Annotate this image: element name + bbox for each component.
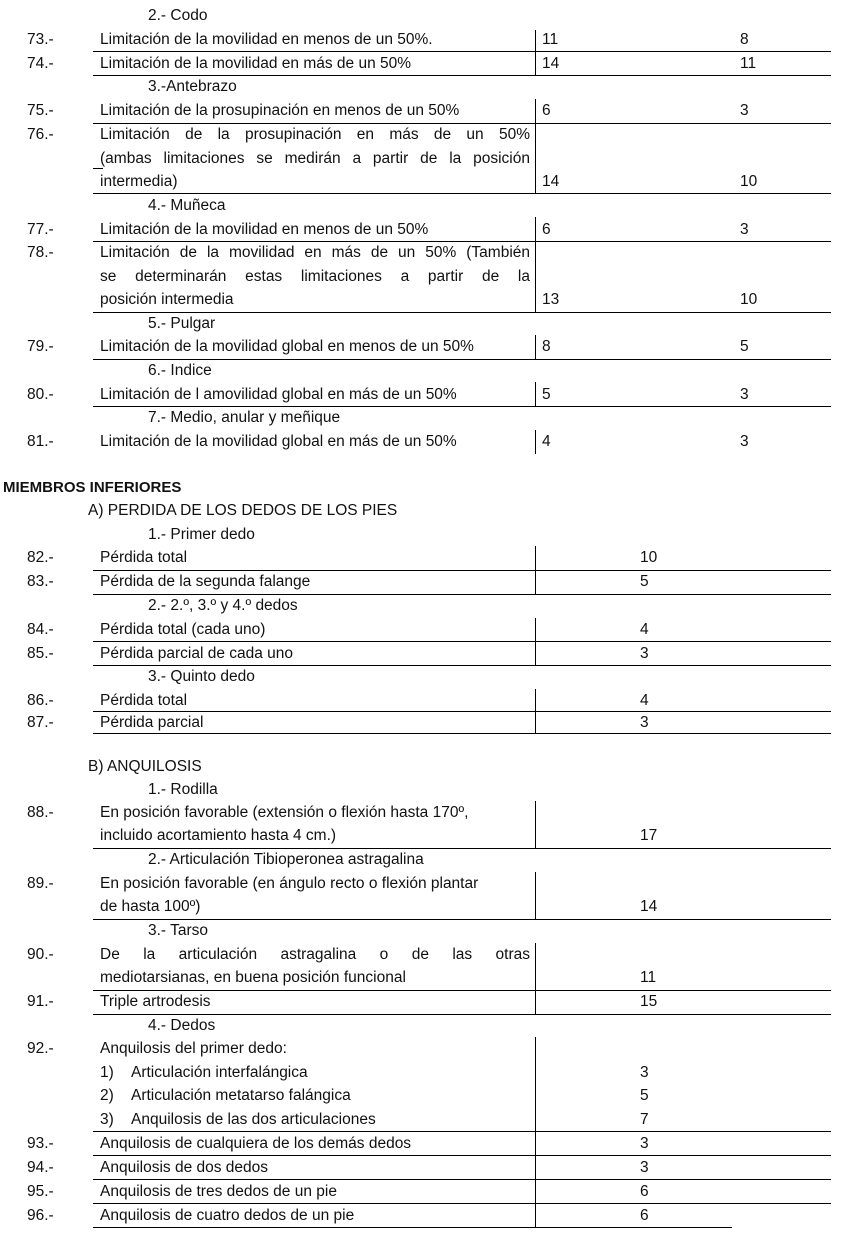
item-number: 79.-: [27, 338, 54, 355]
section-title: MIEMBROS INFERIORES: [3, 479, 182, 496]
group-heading: 2.- 2.º, 3.º y 4.º dedos: [148, 597, 298, 614]
item-number: 84.-: [27, 621, 54, 638]
row-divider: [93, 990, 831, 991]
item-value-2: 10: [740, 291, 758, 308]
row-divider: [93, 641, 831, 642]
item-description: Limitación de l amovilidad global en más de un 50%: [100, 386, 457, 403]
row-divider: [93, 848, 831, 849]
group-heading: 2.- Articulación Tibioperonea astragalina: [148, 851, 424, 868]
row-divider: [93, 1227, 732, 1228]
item-value: 3: [640, 1159, 649, 1176]
item-value-1: 13: [542, 291, 560, 308]
item-value: 4: [640, 621, 649, 638]
item-value: 3: [640, 645, 649, 662]
column-divider: [535, 430, 536, 454]
item-description: Limitación de la movilidad en menos de un 50%: [100, 221, 429, 238]
item-description: intermedia): [100, 173, 178, 190]
item-number: 73.-: [27, 31, 54, 48]
row-divider: [93, 1155, 831, 1156]
group-heading: 2.- Codo: [148, 7, 208, 24]
item-value: 3: [640, 1064, 649, 1081]
group-heading: 4.- Muñeca: [148, 197, 226, 214]
group-heading: 4.- Dedos: [148, 1017, 216, 1034]
sub-item-text: Articulación interfalángica: [131, 1064, 308, 1081]
row-divider: [93, 919, 831, 920]
item-description: De la articulación astragalina o de las otras: [100, 946, 530, 963]
sub-item-label: 3): [100, 1111, 114, 1128]
item-value-1: 14: [542, 173, 560, 190]
row-divider: [93, 312, 831, 313]
subsection-title: A) PERDIDA DE LOS DEDOS DE LOS PIES: [88, 502, 398, 519]
column-divider: [535, 618, 536, 666]
column-divider: [535, 217, 536, 312]
item-value-1: 6: [542, 102, 551, 119]
item-description: Anquilosis de dos dedos: [100, 1159, 269, 1176]
item-description: Limitación de la movilidad global en más de un 50%: [100, 433, 457, 450]
column-divider: [535, 335, 536, 359]
item-number: 87.-: [27, 714, 54, 731]
item-number: 75.-: [27, 102, 54, 119]
item-value-2: 10: [740, 173, 758, 190]
column-divider: [535, 872, 536, 919]
item-description: En posición favorable (en ángulo recto o flexión plantar: [100, 875, 479, 892]
item-description: Pérdida total: [100, 549, 188, 566]
row-divider: [93, 711, 831, 712]
item-description: Pérdida parcial de cada uno: [100, 645, 294, 662]
item-number: 91.-: [27, 993, 54, 1010]
item-description: Triple artrodesis: [100, 993, 211, 1010]
row-divider: [93, 359, 831, 360]
item-value-2: 3: [740, 221, 749, 238]
item-value: 11: [640, 969, 657, 986]
item-value: 3: [640, 714, 649, 731]
item-description: Limitación de la prosupinación en más de un 50%: [100, 126, 530, 143]
group-heading: 1.- Rodilla: [148, 781, 218, 798]
item-value-1: 6: [542, 221, 551, 238]
group-heading: 3.- Quinto dedo: [148, 668, 255, 685]
column-divider: [535, 30, 536, 76]
item-value-2: 8: [740, 31, 749, 48]
group-heading: 7.- Medio, anular y meñique: [148, 409, 341, 426]
item-description: Anquilosis de tres dedos de un pie: [100, 1183, 337, 1200]
item-value: 4: [640, 692, 649, 709]
item-number: 86.-: [27, 692, 54, 709]
item-number: 74.-: [27, 55, 54, 72]
row-divider: [93, 241, 831, 242]
item-description: Limitación de la movilidad en más de un 50% (También: [100, 244, 530, 261]
item-value: 6: [640, 1207, 649, 1224]
item-number: 95.-: [27, 1183, 54, 1200]
group-heading: 6.- Indice: [148, 362, 212, 379]
item-description: Anquilosis de cuatro dedos de un pie: [100, 1207, 355, 1224]
item-description: Anquilosis del primer dedo:: [100, 1040, 287, 1057]
row-divider: [93, 1131, 831, 1132]
row-divider: [93, 406, 831, 407]
item-value: 15: [640, 993, 658, 1010]
item-value: 10: [640, 549, 658, 566]
item-value: 5: [640, 573, 649, 590]
sub-item-text: Anquilosis de las dos articulaciones: [131, 1111, 376, 1128]
item-number: 94.-: [27, 1159, 54, 1176]
item-value: 17: [640, 827, 658, 844]
item-value: 14: [640, 898, 658, 915]
item-description: (ambas limitaciones se medirán a partir de la posición: [100, 150, 530, 167]
row-divider: [93, 1179, 831, 1180]
group-heading: 3.- Tarso: [148, 922, 209, 939]
item-number: 82.-: [27, 549, 54, 566]
sub-item-label: 2): [100, 1087, 114, 1104]
item-value-1: 4: [542, 433, 551, 450]
item-description: Limitación de la movilidad en más de un 50%: [100, 55, 412, 72]
item-description: se determinarán estas limitaciones a partir de la: [100, 268, 530, 285]
group-heading: 1.- Primer dedo: [148, 526, 255, 543]
item-description: de hasta 100º): [100, 898, 201, 915]
row-divider: [93, 51, 831, 52]
item-value-2: 11: [740, 55, 757, 72]
group-heading: 3.-Antebrazo: [148, 78, 237, 95]
item-value: 6: [640, 1183, 649, 1200]
group-heading: 5.- Pulgar: [148, 315, 216, 332]
item-description: incluido acortamiento hasta 4 cm.): [100, 827, 337, 844]
item-description: Pérdida de la segunda falange: [100, 573, 311, 590]
item-value-1: 5: [542, 386, 551, 403]
item-description: Limitación de la movilidad global en menos de un 50%: [100, 338, 474, 355]
sub-item-text: Articulación metatarso falángica: [131, 1087, 351, 1104]
item-value-1: 11: [542, 31, 559, 48]
item-number: 76.-: [27, 126, 54, 143]
row-divider: [93, 733, 831, 734]
item-number: 78.-: [27, 244, 54, 261]
item-value-1: 8: [542, 338, 551, 355]
item-number: 80.-: [27, 386, 54, 403]
item-number: 93.-: [27, 1135, 54, 1152]
column-divider: [535, 943, 536, 1014]
row-divider: [93, 665, 831, 666]
item-value: 3: [640, 1135, 649, 1152]
row-divider: [93, 123, 831, 124]
item-description: mediotarsianas, en buena posición funcional: [100, 969, 406, 986]
item-number: 85.-: [27, 645, 54, 662]
item-value-2: 3: [740, 102, 749, 119]
column-divider: [535, 801, 536, 848]
row-divider: [93, 594, 831, 595]
row-divider: [93, 570, 831, 571]
item-description: posición intermedia: [100, 291, 234, 308]
row-divider: [93, 75, 831, 76]
item-description: Limitación de la movilidad en menos de un 50%.: [100, 31, 433, 48]
underline-artifact: [93, 168, 103, 169]
row-divider: [93, 193, 831, 194]
item-value-2: 3: [740, 386, 749, 403]
item-number: 92.-: [27, 1040, 54, 1057]
column-divider: [535, 382, 536, 406]
subsection-title: B) ANQUILOSIS: [88, 758, 202, 775]
sub-item-label: 1): [100, 1064, 114, 1081]
column-divider: [535, 99, 536, 194]
item-description: Pérdida parcial: [100, 714, 204, 731]
item-number: 89.-: [27, 875, 54, 892]
item-description: En posición favorable (extensión o flexión hasta 170º,: [100, 804, 469, 821]
item-number: 96.-: [27, 1207, 54, 1224]
item-value-2: 3: [740, 433, 749, 450]
item-number: 83.-: [27, 573, 54, 590]
item-number: 90.-: [27, 946, 54, 963]
row-divider: [93, 1203, 831, 1204]
item-description: Pérdida total: [100, 692, 188, 709]
item-value-2: 5: [740, 338, 749, 355]
item-description: Limitación de la prosupinación en menos de un 50%: [100, 102, 460, 119]
item-value: 7: [640, 1111, 649, 1128]
item-description: Pérdida total (cada uno): [100, 621, 266, 638]
item-number: 77.-: [27, 221, 54, 238]
item-value-1: 14: [542, 55, 560, 72]
item-description: Anquilosis de cualquiera de los demás dedos: [100, 1135, 412, 1152]
item-number: 81.-: [27, 433, 54, 450]
column-divider: [535, 1037, 536, 1228]
row-divider: [93, 1014, 831, 1015]
item-value: 5: [640, 1087, 649, 1104]
item-number: 88.-: [27, 804, 54, 821]
